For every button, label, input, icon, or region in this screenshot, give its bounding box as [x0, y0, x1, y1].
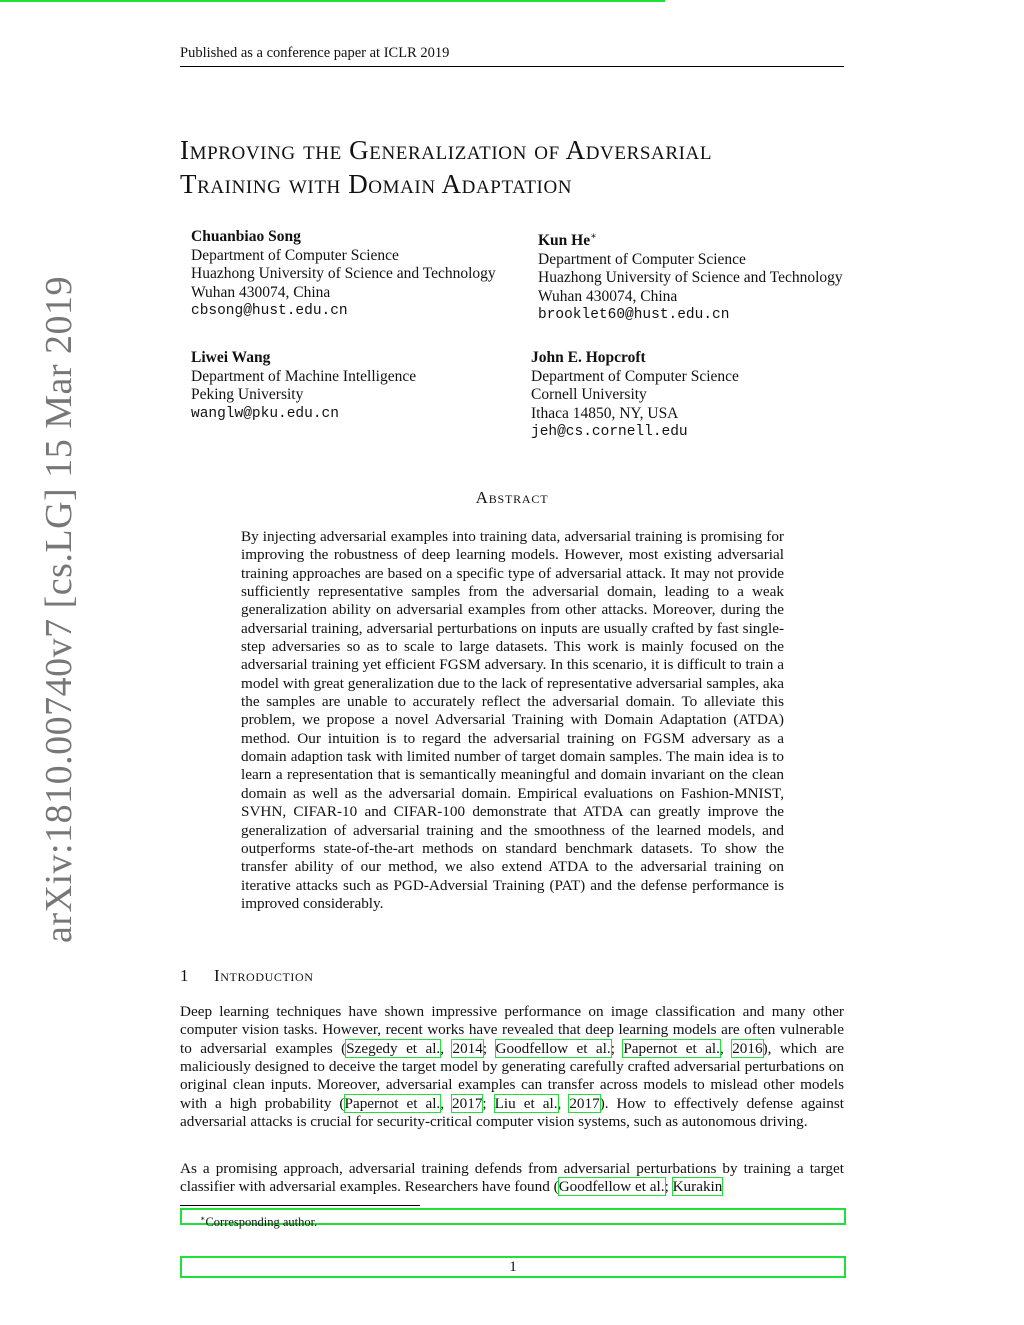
- citation-link[interactable]: 2016: [732, 1039, 763, 1057]
- citation-link[interactable]: Szegedy et al.: [346, 1039, 441, 1057]
- author-address: Ithaca 14850, NY, USA: [531, 404, 679, 422]
- intro-paragraph-1: Deep learning techniques have shown impressive performance on image classification and many other computer vision tasks. However, recent works have revealed that deep learning models are often vulnerable to adversarial examples (Szegedy et al., 2014; Goodfellow et al.; Papernot et al., 2016), which are maliciously designed to deceive the target model by generating carefully crafted adversarial perturbations on original clean inputs. Moreover, adversarial examples can transfer across models to mislead other models with a high probability (Papernot et al., 2017; Liu et al., 2017). How to effectively defense against adversarial attacks is crucial for security-critical computer vision systems, such as autonomous driving.: [180, 1003, 844, 1131]
- citation-link[interactable]: 2017: [452, 1094, 483, 1112]
- author-name: Liwei Wang: [191, 349, 271, 366]
- footnote-rule: [180, 1205, 420, 1206]
- author-name: Kun He∗: [538, 231, 597, 250]
- citation-link[interactable]: Goodfellow et al.: [495, 1039, 611, 1057]
- author-block: [191, 228, 496, 321]
- abstract-heading: Abstract: [475, 488, 549, 507]
- author-department: Department of Computer Science: [538, 250, 746, 268]
- author-department: Department of Machine Intelligence: [191, 367, 417, 385]
- title-line-2: Training with Domain Adaptation: [180, 169, 573, 199]
- author-block: [531, 349, 739, 442]
- author-institution: Huazhong University of Science and Technology: [538, 269, 843, 287]
- author-name: Chuanbiao Song: [191, 228, 301, 245]
- footnote-mark: ∗: [590, 231, 597, 242]
- author-institution: Huazhong University of Science and Technology: [191, 265, 496, 282]
- author-department: Department of Computer Science: [531, 367, 739, 385]
- citation-link[interactable]: 2014: [452, 1039, 483, 1057]
- author-email[interactable]: brooklet60@hust.edu.cn: [538, 307, 730, 324]
- author-email[interactable]: wanglw@pku.edu.cn: [191, 405, 339, 422]
- author-address: Wuhan 430074, China: [538, 287, 678, 305]
- title-line-1: Improving the Generalization of Adversarial: [180, 135, 713, 165]
- citation-link[interactable]: Papernot et al.: [623, 1039, 720, 1057]
- running-header: Published as a conference paper at ICLR 2019: [180, 45, 844, 67]
- author-institution: Cornell University: [531, 386, 647, 403]
- section-number: 1: [180, 966, 190, 985]
- author-department: Department of Computer Science: [191, 246, 399, 264]
- author-email[interactable]: jeh@cs.cornell.edu: [531, 424, 688, 440]
- citation-link[interactable]: Liu et al.: [494, 1094, 558, 1112]
- section-heading: [180, 966, 844, 986]
- citation-link[interactable]: Kurakin: [672, 1178, 723, 1196]
- section-title: Introduction: [214, 966, 314, 985]
- intro-paragraph-2: As a promising approach, adversarial training defends from adversarial perturbations by training a target classifier with adversarial examples. Researchers have found (Goodfellow et al.; Kurakin: [180, 1160, 844, 1196]
- abstract-text: By injecting adversarial examples into training data, adversarial training is promising for improving the robustness of deep learning models. However, most existing adversarial training approaches are based on a specific type of adversarial attack. It may not provide sufficiently representative samples from the adversarial domain, leading to a weak generalization ability on adversarial examples from other attacks. Moreover, during the adversarial training, adversarial perturbations on inputs are usually crafted by fast single-step adversaries so as to scale to large datasets. This work is mainly focused on the adversarial training yet efficient FGSM adversary. In this scenario, it is difficult to train a model with great generalization due to the lack of representative adversarial samples, aka the samples are unable to accurately reflect the adversarial domain. To alleviate this problem, we propose a novel Adversarial Training with Domain Adaptation (ATDA) method. Our intuition is to regard the adversarial training on FGSM adversary as a domain adaption task with limited number of target domain samples. The main idea is to learn a representation that is semantically meaningful and domain invariant on the clean domain as well as the adversarial domain. Empirical evaluations on Fashion-MNIST, SVHN, CIFAR-10 and CIFAR-100 demonstrate that ATDA can greatly improve the generalization of adversarial training and the smoothness of the learned models, and outperforms state-of-the-art methods on standard benchmark datasets. To show the transfer ability of our method, we also extend ATDA to the adversarial training on iterative attacks such as PGD-Adversial Training (PAT) and the defense performance is improved considerably.: [241, 528, 784, 912]
- paper-title: [180, 133, 880, 201]
- citation-link[interactable]: 2017: [569, 1094, 600, 1112]
- author-block: [191, 349, 416, 423]
- citation-link[interactable]: Papernot et al.: [344, 1094, 441, 1112]
- author-email[interactable]: cbsong@hust.edu.cn: [191, 303, 348, 319]
- citation-link[interactable]: Goodfellow et al.: [558, 1178, 665, 1196]
- top-link-border: [0, 0, 665, 2]
- author-name: John E. Hopcroft: [531, 349, 646, 366]
- page-number[interactable]: 1: [180, 1256, 846, 1278]
- footnote[interactable]: [180, 1208, 846, 1230]
- footnote-mark: ∗: [200, 1214, 206, 1223]
- author-institution: Peking University: [191, 386, 304, 403]
- arxiv-stamp: arXiv:1810.00740v7 [cs.LG] 15 Mar 2019: [38, 275, 80, 943]
- footnote-text: Corresponding author.: [205, 1215, 318, 1230]
- author-address: Wuhan 430074, China: [191, 283, 331, 301]
- author-block: [538, 228, 843, 325]
